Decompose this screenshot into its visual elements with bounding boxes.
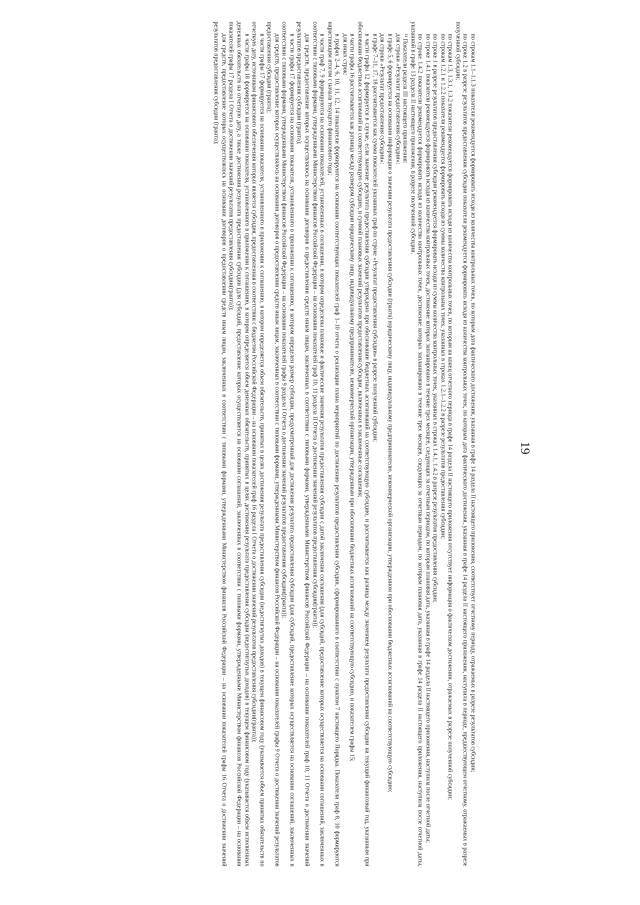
body-text-rotated <box>56 22 476 867</box>
paragraph: для строки «Результат предоставления субсидии»: <box>378 33 385 165</box>
paragraph: в части графы 16 рассчитывается как разница между размером субсидии юридическому лицу, индивидуальному предпринимателю, некоммерческой организации, утвержденным при обосновании бюджетных ассигнований на соответствующую субсидию, и показателем графы 15; <box>348 33 355 762</box>
paragraph: по строкам 1.2.1 и 1.2.2 показатели рекомендуется формировать исходя из суммы количества контрольных точек, указанных в строках 1.2.1–1.2.2 в разрезе результатов предоставления субсидии; <box>439 33 446 539</box>
paragraph: в графе 7–11, 17, 18 рассчитывается как сумма показателей указанных граф по строке «Результат предоставления субсидии» в разрезе полученной субсидии; <box>371 33 378 442</box>
paragraph: по строкам 1.1–1.1.3 показатели рекомендуется формировать исходя из количества контрольных точек, по которым дата фактического достижения, указанная в графе 14 раздела II настоящего приложения, соответствует отчетному периоду, отражаемых в разрезе результатов субсидии; <box>469 33 476 773</box>
paragraph: в части графы 12 формируется в случае, если значение результата предоставления субсидии утверждено при обосновании бюджетных ассигнований на соответствующую субсидию, и рассчитывается как разница между значением результата предоставления субсидии на текущий финансовый год, указанным при обосновании бюджетных ассигнований на соответствующую субсидию, и суммой плановых значений результатов предоставления субсидии, включенных в заключенные соглашения; <box>356 21 370 867</box>
paragraph: по строкам 1.3, 1.3.1, 1.3.2 показатели рекомендуется формировать исходя из количества контрольных точек, по которым на конец отчетного периода в графе 14 раздела II настоящего приложения отсутствует информация о фактическом достижении, отражаемых в разрезе полученной субсидии; <box>446 33 453 800</box>
paragraph: в части графы 17 формируется на основании показателя, установленного в приложении к соглашению, в котором определен размер субсидии, предусмотренный для достижения результата предоставления субсидии (для субсидий, предоставление которых осуществляется на основании соглашений, заключенных в соответствии с типовыми формами, утвержденными Министерством финансов Российской Федерации – на основании показателей графы 9 раздела I Отчета о достижении значений результатов предоставления субсидии(гранта)); <box>280 21 295 867</box>
paragraph: в части граф 7, 9 формируются на основании показателей, установленных в соглашении, в котором определены плановые и фактические значения результатов предоставления субсидии с датой заключения соглашения (для субсидий, предоставление которых осуществляется на основании соглашений, заключенных в соответствии с типовыми формами, утвержденными Министерством финансов Российской Федерации – на основании показателей граф 10, 11 раздела II Отчета о достижении значений результатов предоставления субсидии(гранта)); <box>311 21 325 867</box>
paragraph: по строке 1 в разрезе результатов предоставления субсидии рекомендуется формировать исходя из суммы количества контрольных точек, указанных в строках 1.4.1, 1.4.2 в разрезе результатов предоставления субсидии; <box>431 33 438 603</box>
paragraph: для средств, предоставление которых осуществлялось на основании договоров о предоставлении средств иным лицам, заключенных в соответствии с типовыми формами, утвержденными Министерством финансов Российской Федерации – на основании показателей графы 9 Отчета о достижении значений результатов предоставления субсидии (гранта); <box>265 21 280 867</box>
paragraph: в части графы 18 формируется на основании показателя, установленного в приложении к соглашению, в котором определяется объем денежных обязательств, принятых в целях достижения результата предоставления субсидии (недостигнутых доходов) в текущем финансовом году (указывается объем исполненных денежных обязательств на отчетную дату, а также достижения результата предоставления субсидии (для субсидий, предоставление которых осуществляется на основании соглашений, заключенных в соответствии с типовыми формами, утвержденными Министерством финансов Российской Федерации – на основании показателей графы 17 раздела I Отчета о достижении значений результатов предоставления субсидии(гранта)); <box>228 21 250 867</box>
paragraph: в части графы 17 формируется на основании показателя, установленного в приложении к соглашению, в котором определяется объем обязательств, принятых в целях достижения результата предоставления субсидии (недостигнутых доходов) в текущем финансовом году (указывается объем принятых обязательств по отчетную дату, источником финансового обеспечения которых является субсидия, предоставленная в соответствии с бюджетом Российской Федерации – на основании показателей граф 16 раздела I Отчета о достижении значений результатов предоставления субсидии(гранта)); <box>250 21 265 867</box>
paragraph: для иных строк: <box>341 33 348 76</box>
paragraph: по строке 1.4.2 показатели рекомендуется формировать исходя из количества контрольных точек, достижение которых запланировано в течение трех месяцев, следующих за отчетным периодом, по которым плановая дата, указанная в графе 14 раздела II настоящего приложения, наступила после отчетной даты, указанной в графе 13 раздела II настоящего приложения, в разрезе полученной субсидии. <box>409 21 423 867</box>
paragraph: в графе 5, 6 формируется на основании информации о значении результата предоставления субсидии (гранта) юридическому лицу, индивидуальному предпринимателю, некоммерческой организации, утвержденном при обосновании бюджетных ассигнований на соответствующую субсидию; <box>386 33 393 793</box>
paragraph: по строке 1.2 в разрезе результатов предоставления субсидии показатели рекомендуется формировать исходя из количества контрольных точек, по которым дата фактического достижения, указанная в графе 14 раздела II настоящего приложения, наступила в периоде, предшествующем отчетному, отражаемых в разрезе полученной субсидии; <box>454 21 468 867</box>
paragraph: по строке 1.4.1 показатели рекомендуется формировать исходя из количества контрольных точек, достижение которых запланировано в течение трех месяцев, следующих за отчетным периодом, по которым плановая дата, указанная в графе 14 раздела II настоящего приложения, наступила после отчетной даты; <box>424 33 431 843</box>
paragraph: для средств, предоставление которых осуществлялось на основании договоров о предоставлении средств иным лицам, заключенных в соответствии с типовыми формами, утвержденными Министерством финансов Российской Федерации – на основании показателей графы 16 Отчета о достижении значений результатов предоставления субсидии (гранта); <box>212 21 227 867</box>
paragraph: в графах 2–4, 6, 10, 11, 12, 14 показатели формируются на основании соответствующих показателей граф 1–10 отчета о реализации плана мероприятий по достижению результатов предоставления субсидии, сформированного в соответствии с пунктом 7 настоящего Порядка. Показатели граф 8, 10 формируются нарастающим итогом с начала текущего финансового года; <box>326 21 340 867</box>
paragraph: для строки «Результат предоставления субсидии»: <box>394 33 401 165</box>
paragraph: ¹³ Показатели раздела III настоящего приложения: <box>401 33 408 164</box>
page-number: 19 <box>518 441 533 455</box>
paragraph: для средств, предоставление которых осуществлялось на основании договоров о предоставлении средств иным лицам, заключенных в соответствии с типовыми формами, утвержденными Министерством финансов Российской Федерации – на основании показателей граф 10, 11 Отчета о достижении значений результатов предоставления субсидии (гранта); <box>295 21 310 867</box>
